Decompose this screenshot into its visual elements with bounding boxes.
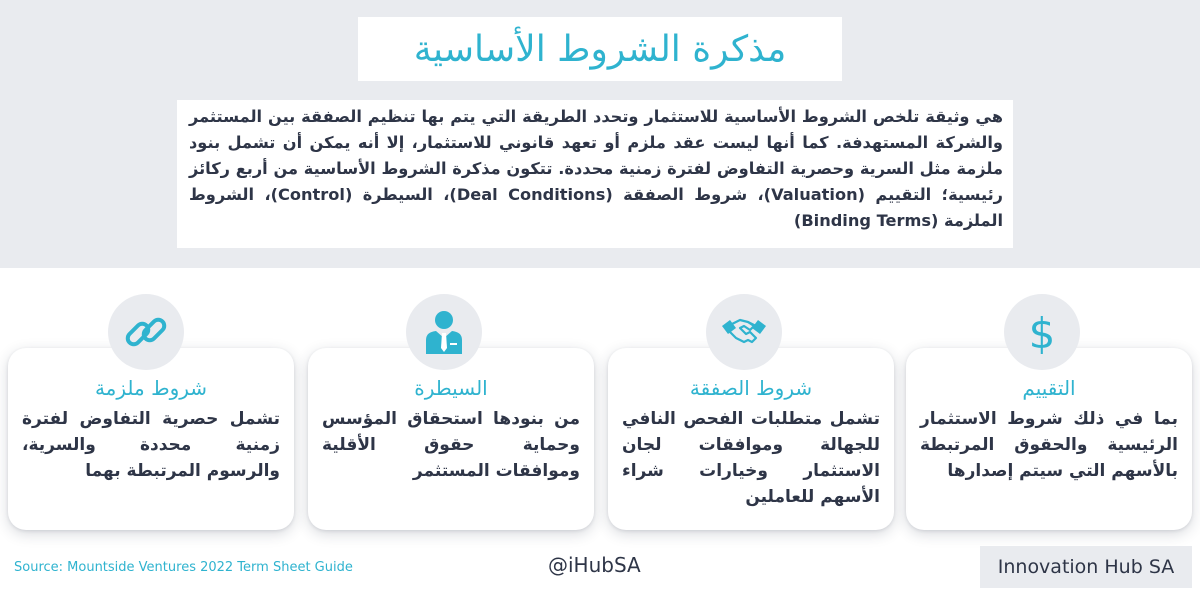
card-binding-terms xyxy=(8,348,294,530)
binding-terms-icon-circle xyxy=(108,294,184,370)
svg-text:$: $ xyxy=(1028,309,1056,356)
source-credit: Source: Mountside Ventures 2022 Term Sheet Guide xyxy=(14,560,353,575)
card-title: السيطرة xyxy=(414,376,488,400)
control-icon-circle xyxy=(406,294,482,370)
card-valuation xyxy=(906,348,1192,530)
card-deal-conditions xyxy=(608,348,894,530)
handshake-icon xyxy=(720,308,768,356)
deal-conditions-icon-circle xyxy=(706,294,782,370)
brand-label: Innovation Hub SA xyxy=(980,546,1192,588)
card-text: بما في ذلك شروط الاستثمار الرئيسية والحقوق المرتبطة بالأسهم التي سيتم إصدارها xyxy=(920,409,1178,481)
chain-link-icon xyxy=(122,308,170,356)
card-text: تشمل متطلبات الفحص النافي للجهالة وموافقات لجان الاستثمار وخيارات شراء الأسهم للعاملين xyxy=(622,409,880,507)
intro-box xyxy=(177,100,1013,248)
intro-text: هي وثيقة تلخص الشروط الأساسية للاستثمار وتحدد الطريقة التي يتم بها تنظيم الصفقة بين المستثمر والشركة المستهدفة. كما أنها ليست عقد ملزم أو تعهد قانوني للاستثمار، إلا أنه يمكن أن تشمل بنود ملزمة مثل السرية وحصرية التفاوض لفترة زمنية محددة. تتكون مذكرة الشروط الأساسية من أربع ركائز رئيسية؛ التقييم (Valuation)، شروط الصفقة (Deal Conditions)، السيطرة (Control)، الشروط الملزمة (Binding Terms) xyxy=(189,107,1003,230)
card-title: التقييم xyxy=(1022,376,1076,400)
card-text: من بنودها استحقاق المؤسس وحماية حقوق الأقلية وموافقات المستثمر xyxy=(322,409,580,481)
valuation-icon-circle xyxy=(1004,294,1080,370)
social-handle: @iHubSA xyxy=(548,553,641,577)
card-title: شروط الصفقة xyxy=(689,376,813,400)
businessman-icon xyxy=(420,308,468,356)
title-box xyxy=(358,17,842,81)
card-control xyxy=(308,348,594,530)
card-text: تشمل حصرية التفاوض لفترة زمنية محددة والسرية، والرسوم المرتبطة بهما xyxy=(22,409,280,481)
card-title: شروط ملزمة xyxy=(94,376,208,400)
page-title: مذكرة الشروط الأساسية xyxy=(413,28,787,70)
dollar-icon xyxy=(1018,308,1066,356)
